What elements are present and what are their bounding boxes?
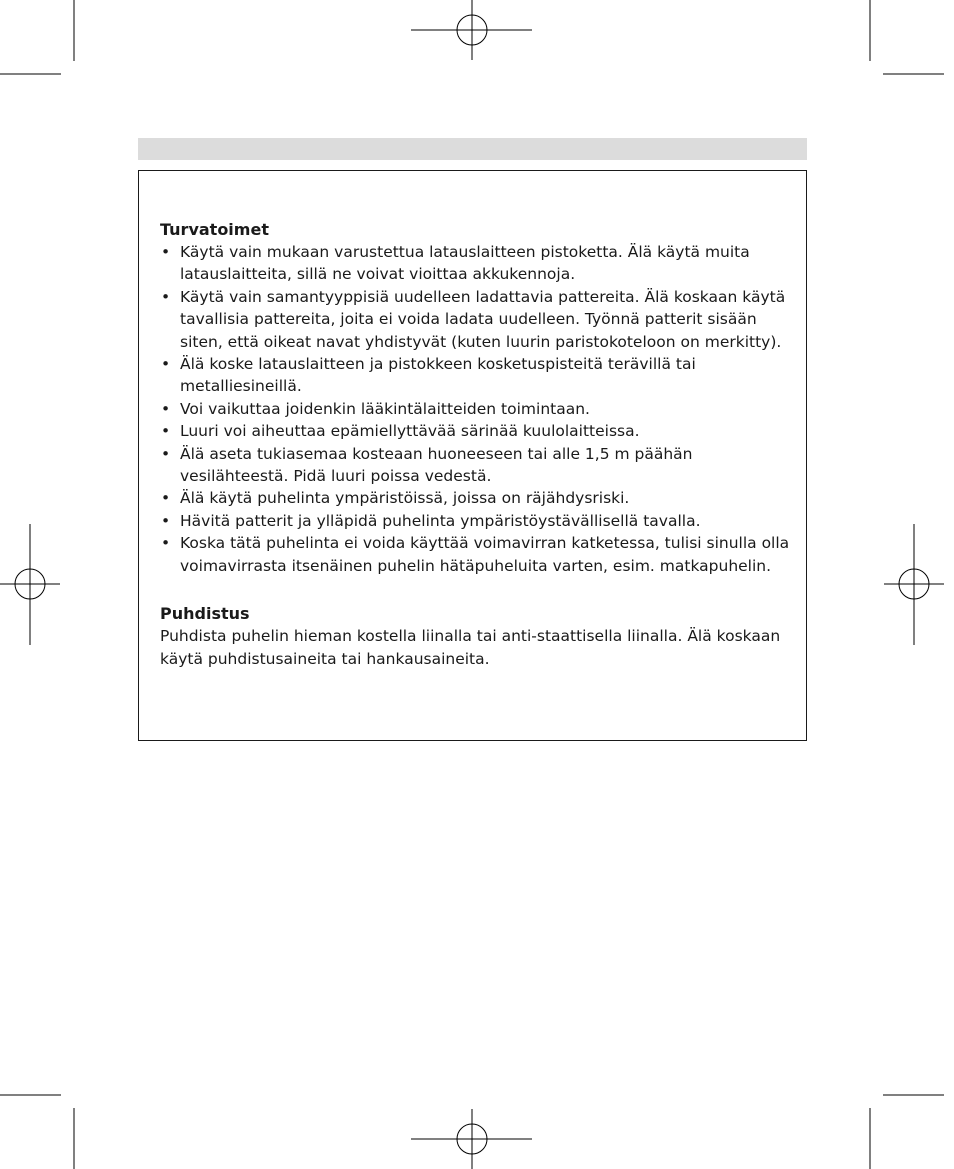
list-item: [160, 286, 790, 353]
registration-mark-bottom: [411, 1109, 532, 1169]
list-item-text: Koska tätä puhelinta ei voida käyttää voimavirran katketessa, tulisi sinulla olla voimavirrasta itsenäinen puhelin hätäpuheluita varten, esim. matkapuhelin.: [180, 534, 790, 575]
bullet-icon: •: [161, 355, 171, 374]
list-item-text: Hävitä patterit ja ylläpidä puhelinta ympäristöystävällisellä tavalla.: [180, 511, 701, 530]
list-item-text: Luuri voi aiheuttaa epämiellyttävää särinää kuulolaitteissa.: [180, 422, 640, 441]
list-item: [160, 353, 790, 398]
list-item-text: Voi vaikuttaa joidenkin lääkintälaitteiden toimintaan.: [180, 399, 590, 418]
header-bar: [138, 138, 807, 160]
list-item-text: Käytä vain samantyyppisiä uudelleen ladattavia pattereita. Älä koskaan käytä tavallisia pattereita, joita ei voida ladata uudelleen. Työnnä patterit sisään siten, että oikeat navat yhdistyvät (kuten luurin paristokoteloon on merkitty).: [180, 287, 786, 351]
content-inner: [160, 219, 790, 670]
content-box: [138, 170, 807, 741]
registration-mark-top: [411, 0, 532, 60]
section-spacer: [160, 577, 790, 603]
bullet-icon: •: [161, 489, 171, 508]
bullet-icon: •: [161, 243, 171, 261]
registration-mark-left: [0, 524, 60, 645]
list-item-text: Älä aseta tukiasemaa kosteaan huoneeseen tai alle 1,5 m päähän vesilähteestä. Pidä luuri poissa vedestä.: [180, 444, 693, 486]
safety-heading: Turvatoimet: [160, 220, 269, 239]
list-item: [160, 420, 790, 442]
bullet-icon: •: [161, 534, 171, 553]
list-item-text: Älä käytä puhelinta ympäristöissä, joissa on räjähdysriski.: [180, 489, 630, 508]
list-item: [160, 443, 790, 488]
list-item: [160, 532, 790, 577]
list-item: [160, 241, 790, 286]
list-item-text: Käytä vain mukaan varustettua latauslaitteen pistoketta. Älä käytä muita latauslaitteita, sillä ne voivat vioittaa akkukennoja.: [180, 243, 750, 284]
registration-mark-right: [884, 524, 944, 645]
bullet-icon: •: [161, 422, 171, 441]
list-item: [160, 398, 790, 420]
cleaning-text: Puhdista puhelin hieman kostella liinalla tai anti-staattisella liinalla. Älä koskaan käytä puhdistusaineita tai hankausaineita.: [160, 627, 781, 668]
safety-list: [160, 241, 790, 577]
list-item: [160, 487, 790, 509]
bullet-icon: •: [161, 287, 171, 306]
bullet-icon: •: [161, 444, 171, 463]
list-item-text: Älä koske latauslaitteen ja pistokkeen kosketuspisteitä terävillä tai metalliesineillä.: [180, 355, 696, 396]
bullet-icon: •: [161, 511, 171, 530]
list-item: [160, 510, 790, 532]
bullet-icon: •: [161, 399, 171, 418]
cleaning-heading: Puhdistus: [160, 604, 250, 624]
